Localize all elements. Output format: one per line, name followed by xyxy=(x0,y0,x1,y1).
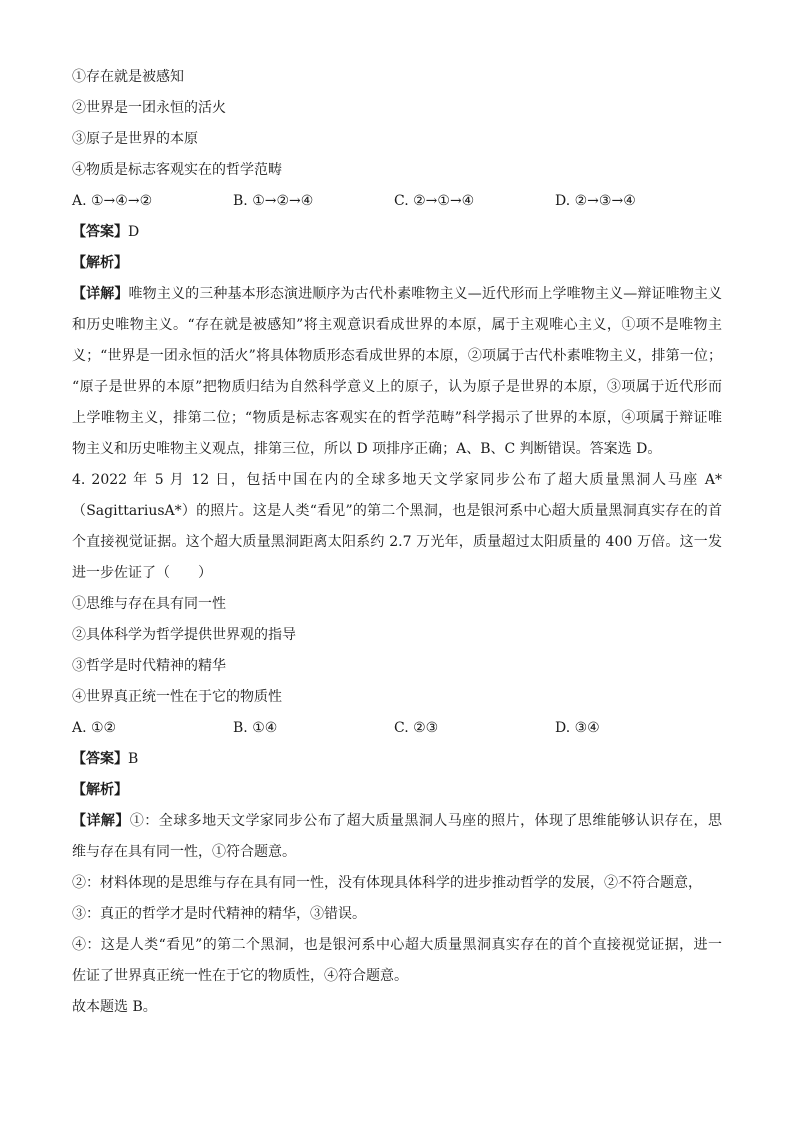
q4-answer-value: B xyxy=(128,751,139,767)
q4-option-a: A. ①② xyxy=(72,720,117,736)
q4-statement-4: ④世界真正统一性在于它的物质性 xyxy=(72,689,282,705)
q3-answer-value: D xyxy=(128,224,140,240)
q4-detail-line-3: ②：材料体现的是思维与存在具有同一性，没有体现具体科学的进步推动哲学的发展，②不符合题意， xyxy=(72,875,702,891)
q3-statement-3: ③原子是世界的本原 xyxy=(72,131,198,147)
q3-detail-line-4: “原子是世界的本原”把物质归结为自然科学意义上的原子，认为原子是世界的本原，③项属于近代形而 xyxy=(72,379,722,395)
q4-answer xyxy=(72,744,722,775)
q3-detail-line-1 xyxy=(72,279,722,310)
q3-option-a: A. ①→④→② xyxy=(72,193,153,209)
q3-analysis-label: 【解析】 xyxy=(72,255,128,271)
q4-statement-2: ②具体科学为哲学提供世界观的指导 xyxy=(72,627,296,643)
q4-options xyxy=(72,713,722,744)
q3-answer-label: 【答案】 xyxy=(72,224,128,240)
q4-statement-1: ①思维与存在具有同一性 xyxy=(72,596,226,612)
q4-detail-line-6: 佐证了世界真正统一性在于它的物质性，④符合题意。 xyxy=(72,968,408,984)
q3-option-b: B. ①→②→④ xyxy=(233,193,314,209)
q4-detail-line-1 xyxy=(72,806,722,837)
q4-answer-label: 【答案】 xyxy=(72,751,128,767)
q3-option-d: D. ②→③→④ xyxy=(555,193,636,209)
q4-option-b: B. ①④ xyxy=(233,720,278,736)
q3-statement-2: ②世界是一团永恒的活火 xyxy=(72,100,226,116)
q4-detail-line-7: 故本题选 B。 xyxy=(72,999,157,1015)
q3-detail-text-1: 唯物主义的三种基本形态演进顺序为古代朴素唯物主义—近代形而上学唯物主义—辩证唯物主义 xyxy=(128,286,722,302)
q4-detail-line-4: ③：真正的哲学才是时代精神的精华，③错误。 xyxy=(72,906,366,922)
q4-detail-text-1: ①：全球多地天文学家同步公布了超大质量黑洞人马座的照片，体现了思维能够认识存在，思 xyxy=(129,813,722,829)
q4-stem-line-2: （SagittariusA*）的照片。这是人类“看见”的第二个黑洞，也是银河系中心超大质量黑洞真实存在的首 xyxy=(72,503,722,519)
q3-statement-4: ④物质是标志客观实在的哲学范畴 xyxy=(72,162,282,178)
q3-detail-line-3: 义；“世界是一团永恒的活火”将具体物质形态看成世界的本原，②项属于古代朴素唯物主义，排第一位； xyxy=(72,348,722,364)
q4-detail-label: 【详解】 xyxy=(72,813,130,829)
q3-detail-label: 【详解】 xyxy=(72,286,129,302)
q4-option-c: C. ②③ xyxy=(394,720,439,736)
q4-statement-3: ③哲学是时代精神的精华 xyxy=(72,658,226,674)
q3-options xyxy=(72,186,722,217)
q3-detail-line-2: 和历史唯物主义。“存在就是被感知”将主观意识看成世界的本原，属于主观唯心主义，①项不是唯物主 xyxy=(72,317,722,333)
page-content xyxy=(72,62,722,1023)
q4-stem-line-4: 进一步佐证了（ ） xyxy=(72,565,212,581)
q4-stem-line-3: 个直接视觉证据。这个超大质量黑洞距离太阳系约 2.7 万光年，质量超过太阳质量的 400 万倍。这一发 xyxy=(72,534,722,550)
q3-statement-1: ①存在就是被感知 xyxy=(72,69,184,85)
q3-detail-line-6: 物主义和历史唯物主义观点，排第三位，所以 D 项排序正确；A、B、C 判断错误。答案选 D。 xyxy=(72,441,662,457)
q4-detail-line-2: 维与存在具有同一性，①符合题意。 xyxy=(72,844,296,860)
q3-option-c: C. ②→①→④ xyxy=(394,193,475,209)
q4-option-d: D. ③④ xyxy=(555,720,600,736)
q3-detail-line-5: 上学唯物主义，排第二位；“物质是标志客观实在的哲学范畴”科学揭示了世界的本原，④项属于辩证唯 xyxy=(72,410,722,426)
q3-answer xyxy=(72,217,722,248)
q4-detail-line-5: ④：这是人类“看见”的第二个黑洞，也是银河系中心超大质量黑洞真实存在的首个直接视觉证据，进一 xyxy=(72,937,722,953)
q4-stem-line-1: 4. 2022 年 5 月 12 日，包括中国在内的全球多地天文学家同步公布了超大质量黑洞人马座 A* xyxy=(72,472,722,488)
q4-analysis-label: 【解析】 xyxy=(72,782,128,798)
